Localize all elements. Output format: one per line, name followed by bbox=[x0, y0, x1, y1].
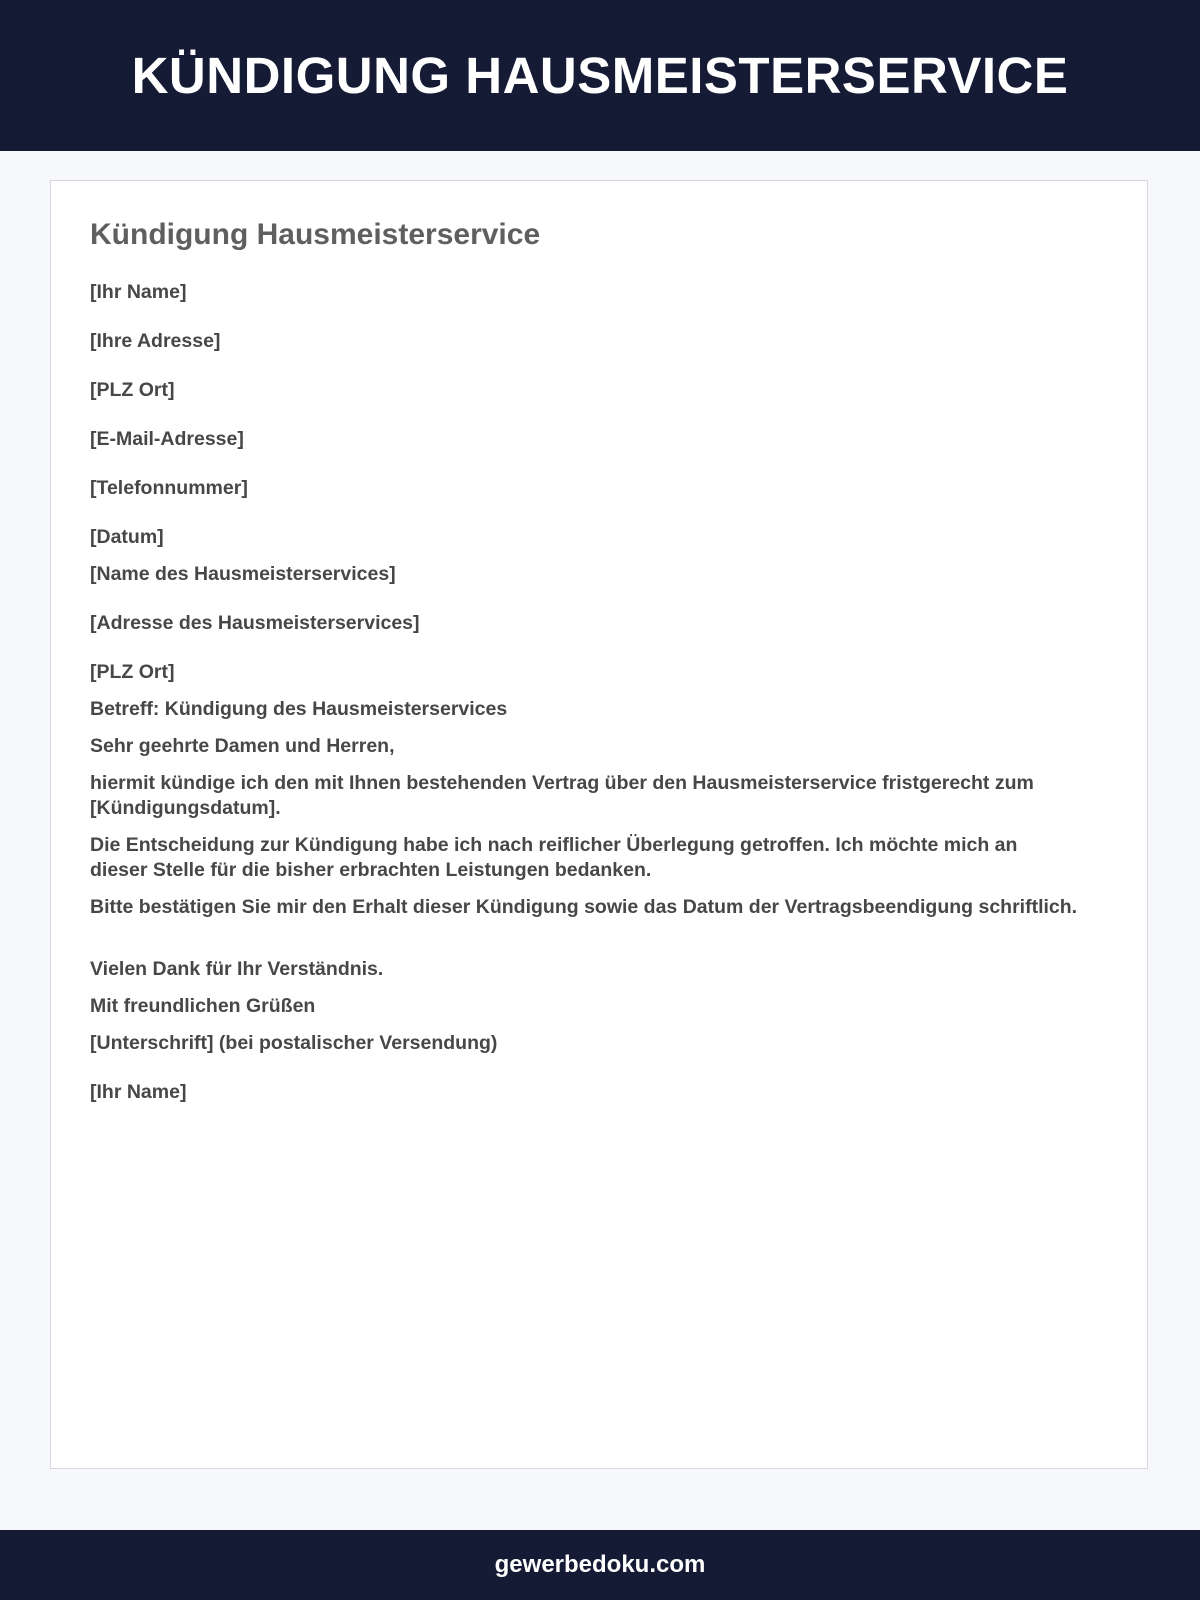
page-footer bbox=[0, 1530, 1200, 1600]
body-paragraph: Die Entscheidung zur Kündigung habe ich nach reiflicher Überlegung getroffen. Ich möchte mich an dieser Stelle für die bisher erbrachten Leistungen bedanken. bbox=[90, 834, 1018, 881]
sender-address: [Ihre Adresse] bbox=[90, 330, 221, 352]
header-title: KÜNDIGUNG HAUSMEISTERSERVICE bbox=[131, 47, 1069, 104]
letter-subject: Betreff: Kündigung des Hausmeisterservices bbox=[90, 698, 508, 720]
recipient-city: [PLZ Ort] bbox=[90, 661, 175, 683]
letter-title: Kündigung Hausmeisterservice bbox=[90, 218, 541, 251]
sender-phone: [Telefonnummer] bbox=[90, 477, 248, 499]
letter-card bbox=[50, 180, 1148, 1469]
letter-closing: Mit freundlichen Grüßen bbox=[90, 995, 316, 1017]
body-paragraph: Vielen Dank für Ihr Verständnis. bbox=[90, 958, 384, 980]
body-paragraph: hiermit kündige ich den mit Ihnen bestehenden Vertrag über den Hausmeisterservice fristgerecht zum [Kündigungsdatum]. bbox=[90, 772, 1034, 819]
recipient-address: [Adresse des Hausmeisterservices] bbox=[90, 612, 420, 634]
letter-date: [Datum] bbox=[90, 526, 164, 548]
footer-site-name: gewerbedoku.com bbox=[494, 1551, 706, 1578]
signature-line: [Unterschrift] (bei postalischer Versendung) bbox=[90, 1032, 498, 1054]
letter-salutation: Sehr geehrte Damen und Herren, bbox=[90, 735, 395, 757]
recipient-name: [Name des Hausmeisterservices] bbox=[90, 563, 396, 585]
sender-email: [E-Mail-Adresse] bbox=[90, 428, 244, 450]
sender-name: [Ihr Name] bbox=[90, 281, 187, 303]
page-header bbox=[0, 0, 1200, 151]
body-paragraph: Bitte bestätigen Sie mir den Erhalt dieser Kündigung sowie das Datum der Vertragsbeendigung schriftlich. bbox=[90, 896, 1078, 918]
signature-name: [Ihr Name] bbox=[90, 1081, 187, 1103]
sender-city: [PLZ Ort] bbox=[90, 379, 175, 401]
